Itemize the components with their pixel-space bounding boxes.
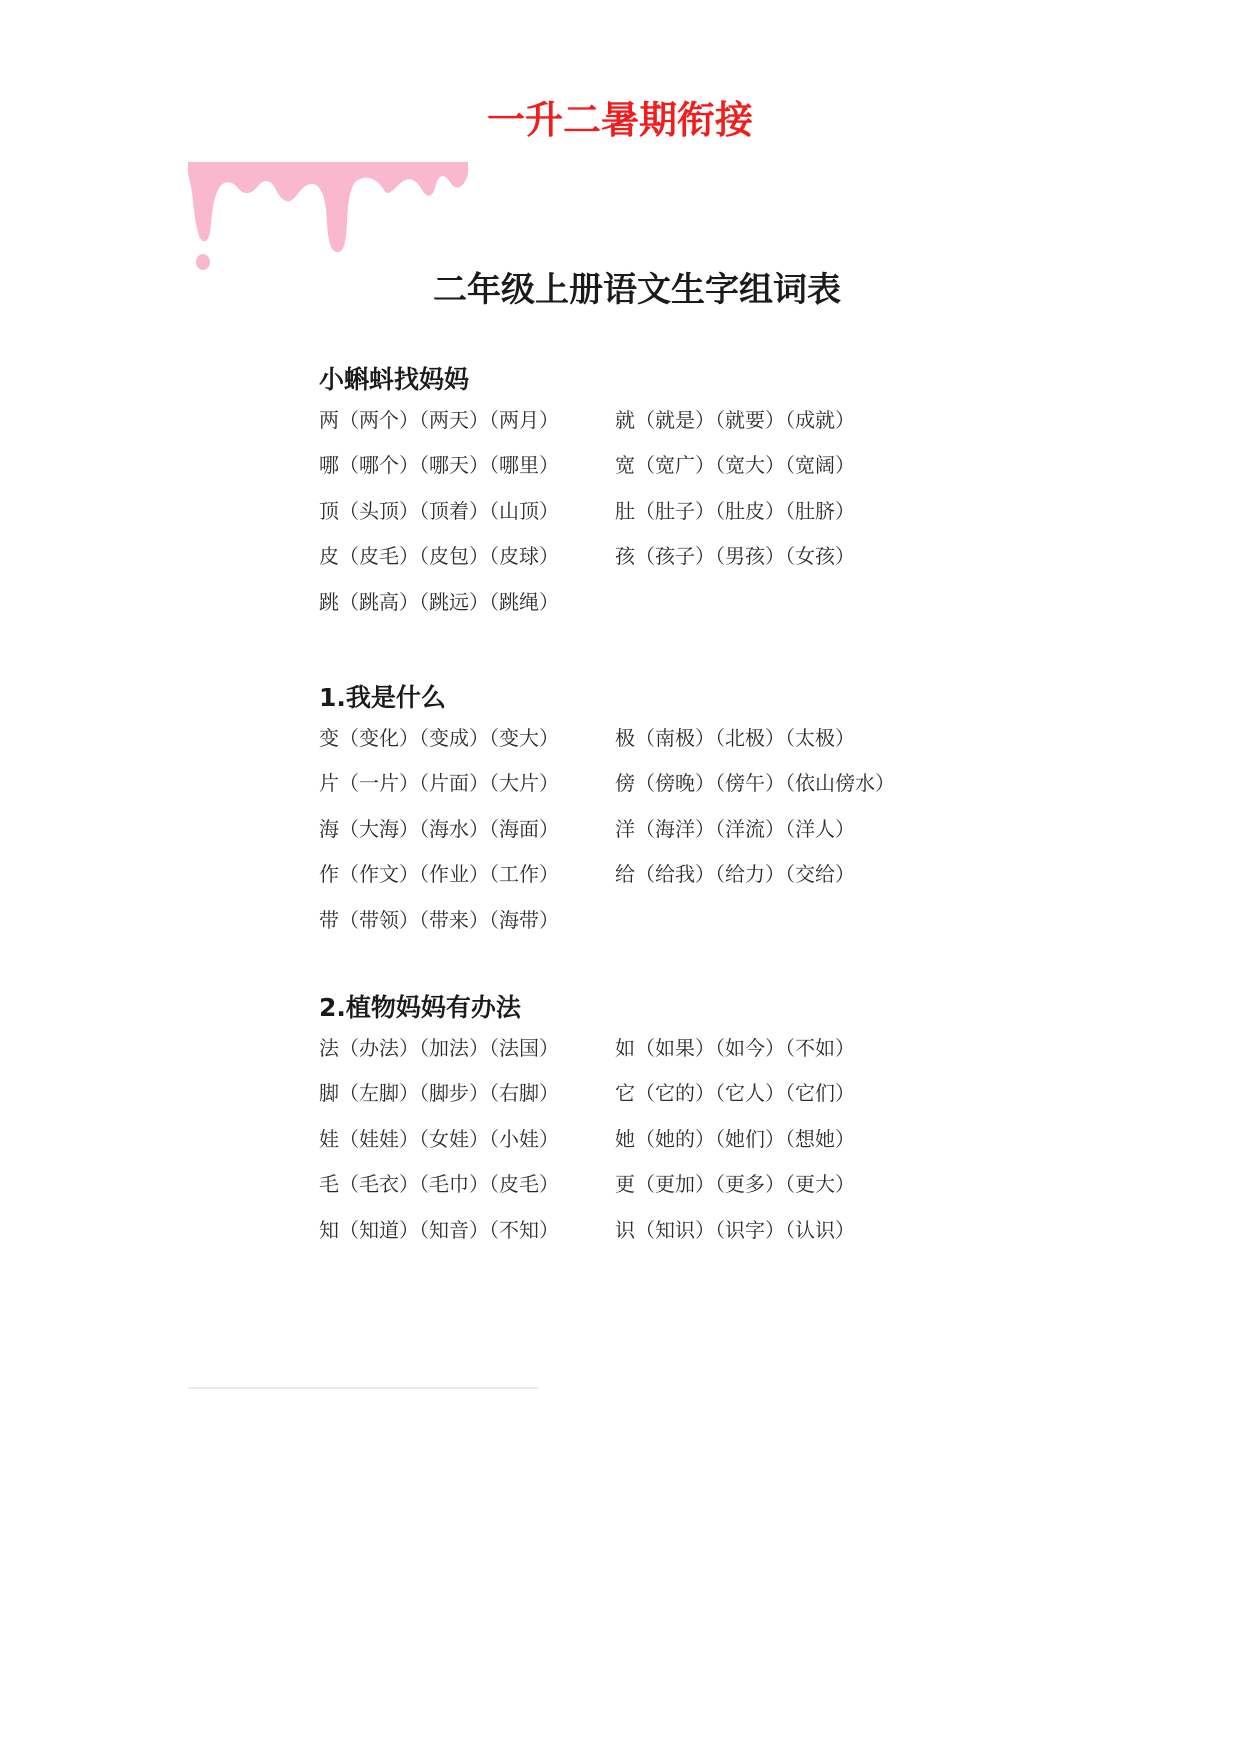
word-row: [319, 770, 1039, 815]
section-title: 2.植物妈妈有办法: [319, 993, 521, 1022]
section-lesson-plant-mothers: [319, 991, 1039, 1262]
word-row: [319, 1217, 1039, 1262]
word-entry: 法（办法）（加法）（法国）: [319, 1036, 559, 1060]
word-row: [319, 407, 1039, 452]
word-entry: 海（大海）（海水）（海面）: [319, 816, 559, 841]
word-entry: 孩（孩子）（男孩）（女孩）: [615, 544, 855, 569]
word-entry: 哪（哪个）（哪天）（哪里）: [319, 453, 559, 478]
word-entry: 宽（宽广）（宽大）（宽阔）: [615, 453, 855, 478]
word-row: [319, 498, 1039, 543]
word-row: [319, 1080, 1039, 1125]
banner-title: 一升二暑期衔接: [486, 98, 753, 142]
drip-shape: [188, 162, 468, 252]
word-entry: 带（带领）（带来）（海带）: [319, 907, 559, 932]
word-entry: 两（两个）（两天）（两月）: [319, 408, 559, 432]
word-row: [319, 1171, 1039, 1216]
word-entry: 傍（傍晚）（傍午）（依山傍水）: [615, 771, 895, 796]
document-title: 二年级上册语文生字组词表: [433, 270, 841, 310]
footer-divider: [188, 1387, 538, 1389]
word-row: [319, 816, 1039, 861]
word-entry: 识（知识）（识字）（认识）: [615, 1217, 855, 1242]
word-entry: 顶（头顶）（顶着）（山顶）: [319, 498, 559, 523]
word-row: [319, 725, 1039, 770]
word-entry: 跳（跳高）（跳远）（跳绳）: [319, 589, 559, 614]
word-entry: 如（如果）（如今）（不如）: [615, 1036, 855, 1060]
word-entry: 她（她的）（她们）（想她）: [615, 1126, 855, 1151]
word-entry: 毛（毛衣）（毛巾）（皮毛）: [319, 1172, 559, 1197]
word-entry: 极（南极）（北极）（太极）: [615, 726, 855, 750]
word-entry: 变（变化）（变成）（变大）: [319, 726, 559, 750]
word-row: [319, 452, 1039, 497]
word-entry: 片（一片）（片面）（大片）: [319, 771, 559, 796]
word-entry: 娃（娃娃）（女娃）（小娃）: [319, 1126, 559, 1151]
word-entry: 就（就是）（就要）（成就）: [615, 408, 855, 432]
word-row: [319, 589, 1039, 634]
word-row: [319, 1126, 1039, 1171]
pink-drip-decoration: [188, 162, 468, 280]
word-row: [319, 1035, 1039, 1080]
word-entry: 皮（皮毛）（皮包）（皮球）: [319, 544, 559, 569]
word-row: [319, 907, 1039, 952]
word-entry: 更（更加）（更多）（更大）: [615, 1172, 855, 1197]
word-row: [319, 543, 1039, 588]
section-title: 小蝌蚪找妈妈: [319, 365, 470, 394]
word-entry: 脚（左脚）（脚步）（右脚）: [319, 1081, 559, 1106]
word-entry: 作（作文）（作业）（工作）: [319, 862, 559, 887]
word-entry: 知（知道）（知音）（不知）: [319, 1217, 559, 1242]
section-title: 1.我是什么: [319, 683, 446, 712]
section-lesson-what-am-i: [319, 681, 1039, 952]
word-entry: 洋（海洋）（洋流）（洋人）: [615, 816, 855, 841]
word-entry: 给（给我）（给力）（交给）: [615, 862, 855, 887]
section-lesson-tadpoles: [319, 363, 1039, 634]
word-row: [319, 861, 1039, 906]
word-entry: 肚（肚子）（肚皮）（肚脐）: [615, 498, 855, 523]
word-entry: 它（它的）（它人）（它们）: [615, 1081, 855, 1106]
